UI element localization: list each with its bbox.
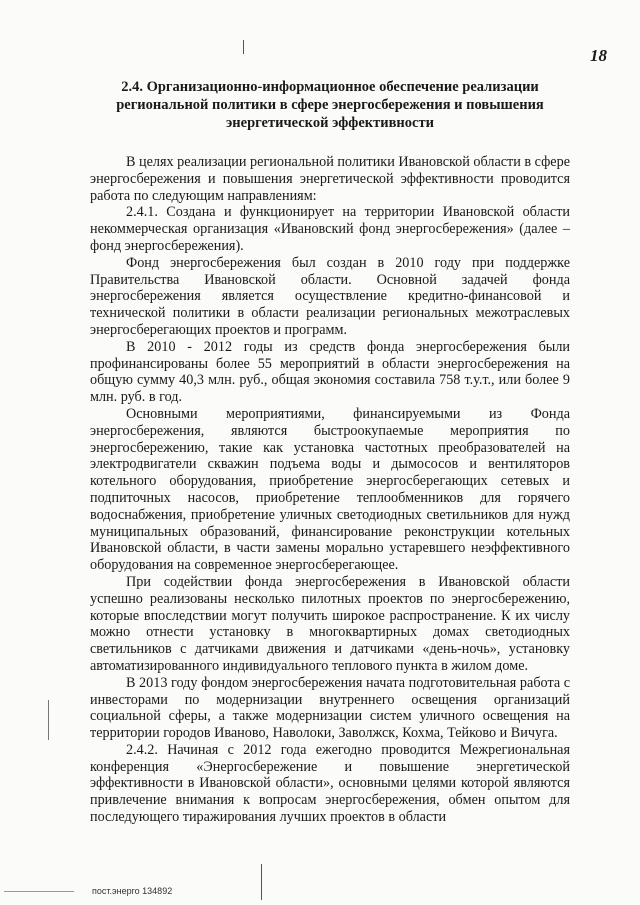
scan-mark-bottom	[261, 864, 262, 900]
scan-mark-left	[48, 700, 49, 740]
section-title-line: 2.4. Организационно-информационное обеспечение реализации	[121, 79, 539, 95]
section-title-line: региональной политики в сфере энергосбережения и повышения	[116, 97, 544, 113]
paragraph: Основными мероприятиями, финансируемыми из Фонда энергосбережения, являются быстроокупаемые мероприятия по энергосбережению, такие как установка частотных преобразователей на электродвигатели скважин подъема воды и дымососов и вентиляторов котельного оборудования, приобретение энергосберегающих сетевых и подпиточных насосов, приобретение теплообменников для горячего водоснабжения, приобретение уличных светодиодных светильников для нужд муниципальных образований, финансирование реконструкции котельных Ивановской области, в части замены морально устаревшего неэффективного оборудования на современное энергосберегающее.	[90, 405, 570, 574]
paragraph: В 2010 - 2012 годы из средств фонда энергосбережения были профинансированы более 55 мероприятий в области энергосбережения на общую сумму 40,3 млн. руб., общая экономия составила 758 т.у.т., или более 9 млн. руб. в год.	[90, 338, 570, 406]
paragraph: В целях реализации региональной политики Ивановской области в сфере энергосбережения и повышения энергетической эффективности проводится работа по следующим направлениям:	[90, 154, 570, 204]
paragraph: 2.4.2. Начиная с 2012 года ежегодно проводится Межрегиональная конференция «Энергосбережение и повышение энергетической эффективности в Ивановской области», основными целями которой являются привлечение внимания к вопросам энергосбережения, обмен опытом для последующего тиражирования лучших проектов в области	[90, 741, 570, 826]
footer-code: пост.энерго 134892	[92, 886, 173, 896]
body-text	[90, 154, 570, 826]
paragraph: В 2013 году фондом энергосбережения начата подготовительная работа с инвесторами по модернизации внутреннего освещения организаций социальной сферы, а также модернизации систем уличного освещения на территории городов Иваново, Наволоки, Заволжск, Кохма, Тейково и Вичуга.	[90, 674, 570, 742]
scan-mark-corner	[4, 891, 74, 892]
paragraph: При содействии фонда энергосбережения в Ивановской области успешно реализованы несколько пилотных проектов по энергосбережению, которые впоследствии могут получить широкое распространение. К их числу можно отнести установку в многоквартирных домах светодиодных светильников с датчиками движения и датчиками «день-ночь», установку автоматизированного индивидуального теплового пункта в жилом доме.	[90, 573, 570, 674]
section-title	[90, 78, 570, 132]
section-title-line: энергетической эффективности	[226, 115, 434, 131]
paragraph: 2.4.1. Создана и функционирует на территории Ивановской области некоммерческая организация «Ивановский фонд энергосбережения» (далее – фонд энергосбережения).	[90, 204, 570, 254]
page-number: 18	[590, 46, 607, 65]
paragraph: Фонд энергосбережения был создан в 2010 году при поддержке Правительства Ивановской области. Основной задачей фонда энергосбережения является осуществление кредитно-финансовой и технической политики в области реализации региональных межотраслевых энергосберегающих проектов и программ.	[90, 254, 570, 338]
scan-mark-top	[243, 40, 244, 54]
